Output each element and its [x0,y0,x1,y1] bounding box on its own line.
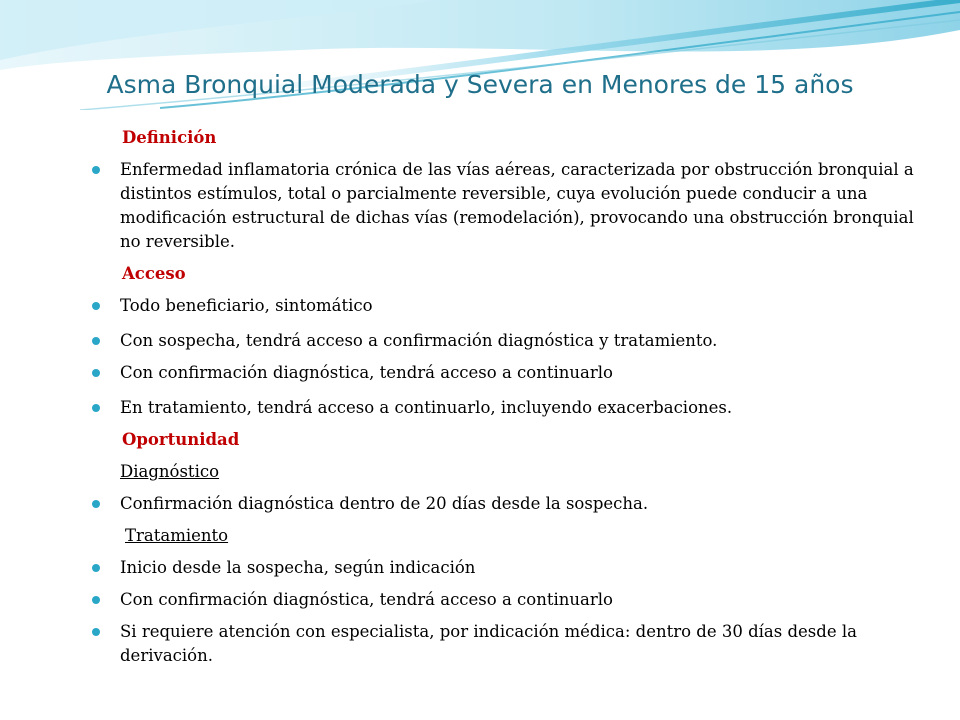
tratamiento-item: Con confirmación diagnóstica, tendrá acceso a continuarlo [120,590,613,609]
list-item [0,294,920,318]
definicion-heading: Definición [122,128,217,147]
list-item [0,396,920,420]
oportunidad-heading: Oportunidad [122,430,240,449]
acceso-heading: Acceso [122,264,186,283]
acceso-item: Con sospecha, tendrá acceso a confirmación diagnóstica y tratamiento. [120,331,718,350]
bullet-icon [92,596,100,604]
tratamiento-label-row [0,524,925,548]
bullet-icon [92,302,100,310]
list-item [0,620,920,668]
acceso-item: Con confirmación diagnóstica, tendrá acceso a continuarlo [120,363,613,382]
bullet-icon [92,369,100,377]
list-item [0,158,920,254]
slide-title: Asma Bronquial Moderada y Severa en Menores de 15 años [106,70,854,99]
bullet-icon [92,166,100,174]
list-item [0,588,920,612]
tratamiento-item: Si requiere atención con especialista, por indicación médica: dentro de 30 días desde la derivación. [120,622,857,665]
diagnostico-item: Confirmación diagnóstica dentro de 20 días desde la sospecha. [120,494,649,513]
list-item [0,492,920,516]
list-item [0,329,920,353]
bullet-icon [92,337,100,345]
diagnostico-label: Diagnóstico [120,462,220,481]
bullet-icon [92,564,100,572]
diagnostico-label-row [0,460,920,484]
list-item [0,556,920,580]
tratamiento-label: Tratamiento [125,526,229,545]
bullet-icon [92,500,100,508]
acceso-item: Todo beneficiario, sintomático [120,296,373,315]
bullet-icon [92,404,100,412]
list-item [0,361,920,385]
acceso-item: En tratamiento, tendrá acceso a continuarlo, incluyendo exacerbaciones. [120,398,733,417]
bullet-icon [92,628,100,636]
definicion-text: Enfermedad inflamatoria crónica de las vías aéreas, caracterizada por obstrucción bronquial a distintos estímulos, total o parcialmente reversible, cuya evolución puede conducir a una modificación estructural de dichas vías (remodelación), provocando una obstrucción bronquial no reversible. [120,160,914,251]
slide-content [0,126,960,668]
tratamiento-item: Inicio desde la sospecha, según indicación [120,558,476,577]
